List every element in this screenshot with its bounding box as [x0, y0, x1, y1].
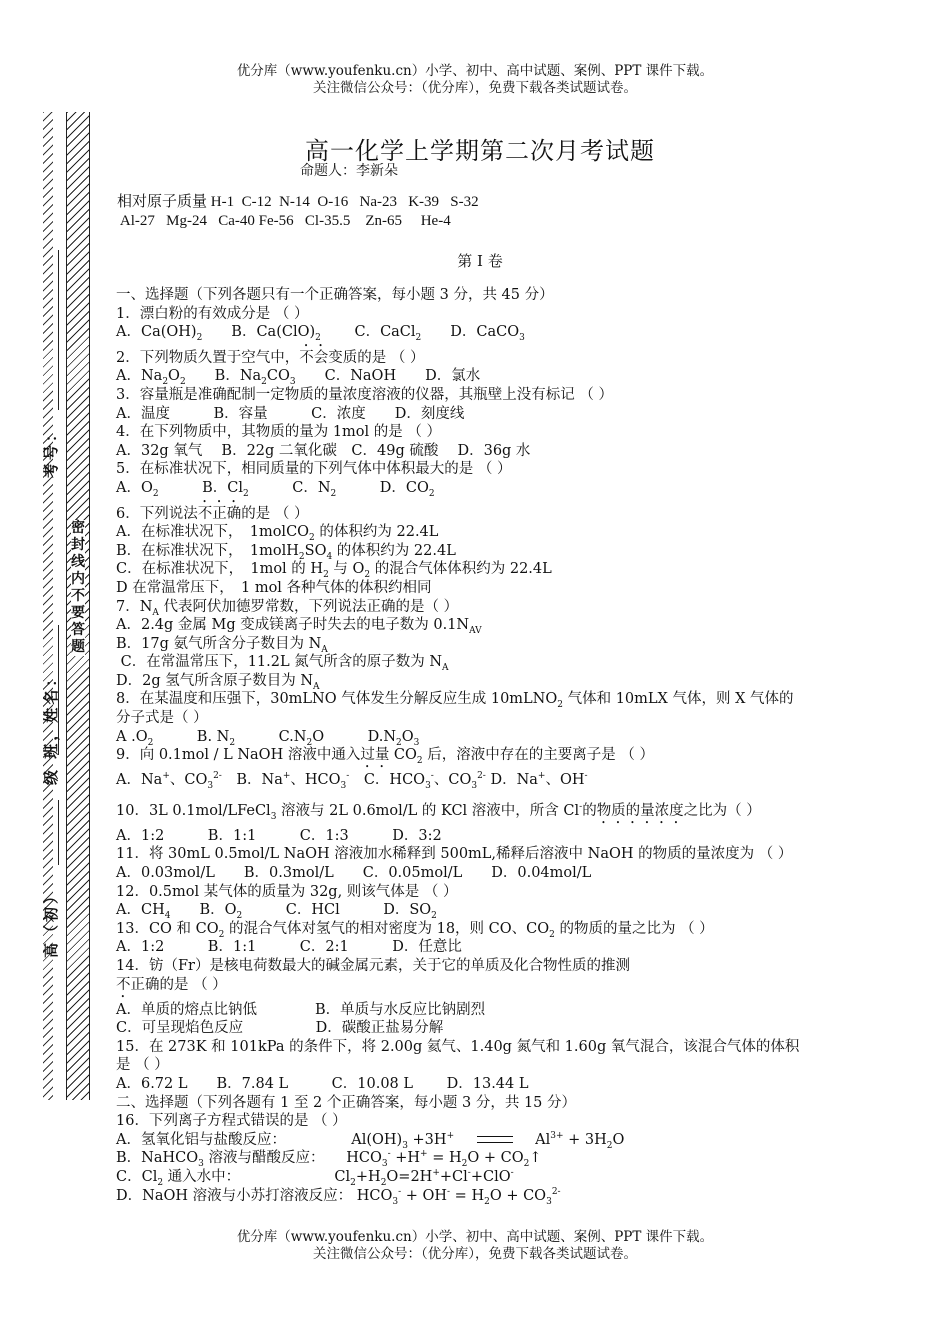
question: 13．CO 和 $CO_2$ 的混合气体对氢气的相对密度为 18，则 CO、$CO_2$ 的物质的量之比为 （ ）: [116, 920, 714, 940]
margin-line: [58, 250, 59, 410]
options: A．$Ca(OH)_2$ B．$Ca(ClO)_2$ C．CaCl$_2$ D．CaCO$_3$: [116, 324, 525, 344]
options: A．1:2 B．1:1 C．2:1 D．任意比: [116, 939, 462, 956]
question: 7．$N_A$ 代表阿伏加德罗常数，下列说法正确的是（ ）: [116, 598, 459, 618]
option: C．在标准状况下， 1mol 的 $H_2$ 与 $O_2$ 的混合气体体积约为 22.4L: [116, 561, 552, 581]
author: 命题人：李新朵: [300, 163, 398, 179]
option: D．NaOH 溶液与小苏打溶液反应： $HCO_3^- + OH^- = H_2O + CO_3^{2-}$: [116, 1186, 561, 1207]
header-line-2: 关注微信公众号：（优分库），免费下载各类试题试卷。: [313, 80, 637, 96]
option: D 在常温常压下， 1 mol 各种气体的体积约相同: [116, 579, 432, 596]
page-title: 高一化学上学期第二次月考试题: [305, 137, 655, 165]
header-line-1: 优分库（www.youfenku.cn）小学、初中、高中试题、案例、PPT 课件下载。: [236, 63, 714, 79]
section-heading: 一、选择题（下列各题只有一个正确答案，每小题 3 分，共 45 分）: [116, 287, 554, 303]
question: 10．3L 0.1mol/LFeCl$_3$ 溶液与 2L 0.6mol/L 的 KCl 溶液中，所含 Cl-的物质的量浓度之比为（ ）: [116, 802, 761, 822]
options: A．Na+、$CO_3^{2-}$ B．Na+、$HCO_3^-$ C．$HCO_3^-$、$CO_3^{2-}$ D．Na+、OH-: [116, 771, 588, 792]
question: 11．将 30mL 0.5mol/L NaOH 溶液加水稀释到 500mL,稀释后溶液中 NaOH 的物质的量浓度为 （ ）: [116, 846, 793, 863]
options: A．6.72 L B．7.84 L C．10.08 L D．13.44 L: [116, 1075, 529, 1092]
seal-notice: 密封线内不要答题: [71, 520, 85, 655]
question: 12．0.5mol 某气体的质量为 32g, 则该气体是 （ ）: [116, 883, 458, 900]
question: 14．钫（Fr）是核电荷数最大的碱金属元素，关于它的单质及化合物性质的推测: [116, 958, 630, 974]
question: 是 （ ）: [116, 1057, 169, 1074]
options: A．温度 B．容量 C．浓度 D．刻度线: [116, 405, 465, 422]
question: 4．在下列物质中，其物质的量为 1mol 的是 （ ）: [116, 424, 442, 441]
footer-line-2: 关注微信公众号：（优分库），免费下载各类试题试卷。: [313, 1246, 637, 1262]
question: 5．在标准状况下，相同质量的下列气体中体积最大的是 （ ）: [116, 461, 512, 478]
question: 分子式是（ ）: [116, 710, 208, 727]
question: 1．漂白粉的有效成分是 （ ）: [116, 305, 309, 322]
options: A．32g 氧气 B．22g 二氧化碳 C．49g 硫酸 D．36g 水: [116, 442, 531, 459]
margin-line: [58, 800, 59, 865]
options: A $.O_2$ B. $N_2$ $C.N_2O$ $D.N_2O_3$: [116, 728, 420, 748]
options: A．$O_2$ B．$Cl_2$ C．$N_2$ D．$CO_2$: [116, 479, 435, 499]
option: C．在常温常压下，11.2L 氮气所含的原子数为 $N_A$: [116, 654, 449, 674]
atomic-mass-table: [117, 193, 479, 231]
question: 3．容量瓶是准确配制一定物质的量浓度溶液的仪器，其瓶壁上没有标记 （ ）: [116, 386, 613, 403]
options: A．0.03mol/L B．0.3mol/L C．0.05mol/L D．0.04mol/L: [116, 865, 592, 882]
option: B．17g 氨气所含分子数目为 $N_A$: [116, 635, 328, 655]
class-name-label: 级 班，姓名：: [42, 668, 60, 785]
atomic-mass-line: Al-27 Mg-24 Ca-40 Fe-56 Cl-35.5 Zn-65 He-4: [117, 213, 451, 229]
option: A．2.4g 金属 Mg 变成镁离子时失去的电子数为 $0.1N_{AV}$: [116, 617, 482, 636]
grade-label: 高（初）: [42, 885, 60, 958]
option: A．单质的熔点比钠低 B．单质与水反应比钠剧烈: [116, 1001, 486, 1018]
options: A．$Na_2O_2$ B．$Na_2CO_3$ C．NaOH D．氯水: [116, 368, 481, 388]
questions: [116, 286, 856, 1205]
option: A．氢氧化铝与盐酸反应： $Al(OH)_3 +3H^+$ $Al^{3+} + 3H_2O$: [116, 1130, 625, 1151]
site-header: [0, 63, 950, 97]
site-footer: [0, 1229, 950, 1263]
option: B．在标准状况下， $1molH_2SO_4$ 的体积约为 22.4L: [116, 542, 456, 562]
option: B．NaHCO$_3$ 溶液与醋酸反应： $HCO_3^- +H^+ = H_2O$ + $CO_2↑$: [116, 1149, 542, 1170]
exam-no-label: 考号：: [42, 423, 60, 478]
volume-label: 第 Ⅰ 卷: [457, 252, 503, 270]
question: 16．下列离子方程式错误的是 （ ）: [116, 1113, 347, 1130]
option: A．在标准状况下， 1molCO$_2$ 的体积约为 22.4L: [116, 524, 439, 544]
question: 15．在 273K 和 101kPa 的条件下，将 2.00g 氦气、1.40g 氮气和 1.60g 氧气混合，该混合气体的体积: [116, 1038, 800, 1055]
question: 2．下列物质久置于空气中，不会变质的是 （ ）: [116, 349, 425, 366]
question: 不正确的是 （ ）: [116, 976, 227, 993]
atomic-mass-line: 相对原子质量 H-1 C-12 N-14 O-16 Na-23 K-39 S-32: [117, 194, 479, 210]
footer-line-1: 优分库（www.youfenku.cn）小学、初中、高中试题、案例、PPT 课件下载。: [236, 1229, 714, 1245]
section-heading: 二、选择题（下列各题有 1 至 2 个正确答案，每小题 3 分，共 15 分）: [116, 1094, 576, 1111]
options: A．$CH_4$ B．$O_2$ C．HCl D．$SO_2$: [116, 902, 437, 922]
question: 8．在某温度和压强下，30mLNO 气体发生分解反应生成 10mLNO$_2$ 气体和 10mLX 气体，则 X 气体的: [116, 691, 794, 711]
question: 6．下列说法不正确的是 （ ）: [116, 505, 309, 522]
question: 9．向 0.1mol / L NaOH 溶液中通入过量 $CO_2$ 后，溶液中存在的主要离子是 （ ）: [116, 747, 654, 767]
option: D．2g 氢气所含原子数目为 $N_A$: [116, 672, 320, 692]
option: C．可呈现焰色反应 D．碳酸正盐易分解: [116, 1020, 444, 1037]
option: C．$Cl_2$ 通入水中： $Cl_2+H_2O=2H^++Cl^-+ClO^-$: [116, 1168, 514, 1188]
options: A．1:2 B．1:1 C．1:3 D．3:2: [116, 827, 442, 844]
